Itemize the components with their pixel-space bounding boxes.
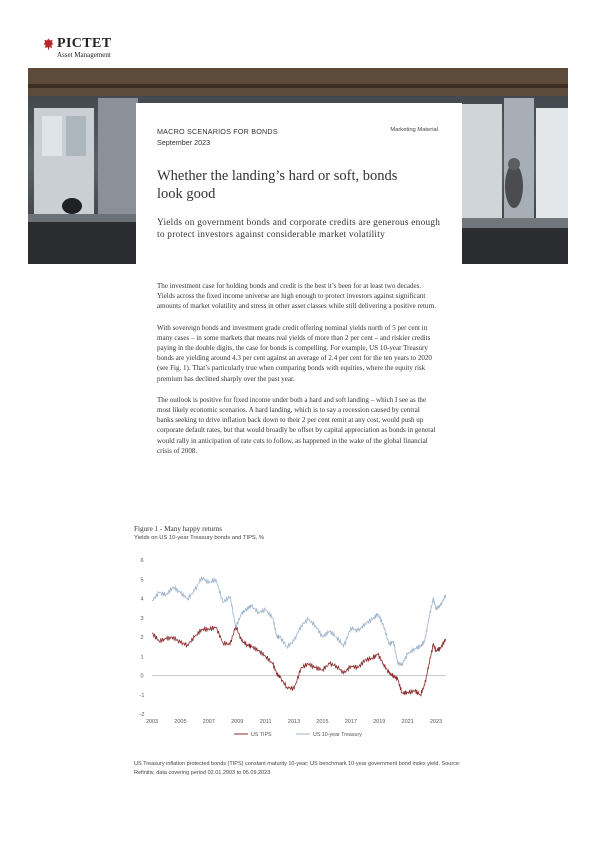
figure-subtitle: Yields on US 10-year Treasury bonds and TIPS, %: [134, 535, 265, 541]
page-title: Whether the landing’s hard or soft, bonds look good: [157, 168, 398, 202]
y-tick-label: 0: [140, 673, 144, 680]
marketing-label: Marketing Material: [390, 127, 438, 133]
page-subtitle: Yields on government bonds and corporate credits are generous enough to protect investors against considerable market volatility: [157, 218, 441, 240]
paragraph: The outlook is positive for fixed income under both a hard and soft landing – which I see as the most likely economic scenarios. A hard landing, which is to say a recession caused by central banks seeking to drive inflation back down to their 2 per cent remit at any cost, would push up corporate default rates, but that would broadly be offset by capital appreciation as bonds in general would rally in anticipation of rate cuts to follow, as happened in the wake of the global financial crisis of 2008.: [157, 395, 436, 455]
paragraph: The investment case for holding bonds and credit is the best it’s been for at least two decades. Yields across the fixed income universe are high enough to protect investors against significant amounts of market volatility and stress in other asset classes while still delivering a positive return.: [157, 282, 437, 311]
publication-date: September 2023: [157, 138, 211, 147]
pictet-emblem-icon: [43, 38, 54, 51]
y-tick-label: 3: [140, 615, 144, 622]
x-tick-label: 2021: [401, 719, 414, 725]
figure-title: Figure 1 - Many happy returns: [134, 525, 223, 533]
body-text: [157, 281, 437, 467]
x-tick-label: 2023: [429, 719, 443, 725]
x-tick-label: 2007: [202, 719, 215, 725]
figure-footnote: US Treasury inflation protected bonds (TIPS) constant maturity 10-year; US benchmark 10-year government bond index yield. Source: Refinitiv, data covering period 02.01.2003 to 05.09.2023: [134, 761, 461, 776]
x-tick-label: 2011: [259, 719, 272, 725]
legend-label: US 10-year Treasury: [313, 732, 362, 738]
line-chart: [134, 548, 460, 746]
legend-label: US TIPS: [251, 732, 272, 738]
x-tick-label: 2015: [316, 719, 329, 725]
x-tick-label: 2005: [174, 719, 187, 725]
y-tick-label: 2: [140, 635, 144, 641]
x-tick-label: 2017: [344, 719, 357, 725]
chart: [134, 548, 460, 746]
y-tick-label: 5: [140, 577, 144, 584]
brand-sub: Asset Management: [57, 51, 111, 59]
brand-name: PICTET: [57, 36, 112, 51]
series-line-tips: [152, 626, 446, 696]
y-tick-label: -1: [139, 692, 145, 699]
x-tick-label: 2003: [145, 719, 159, 725]
x-tick-label: 2019: [373, 719, 386, 725]
y-tick-label: 1: [140, 654, 144, 661]
x-tick-label: 2009: [231, 719, 244, 725]
y-tick-label: 6: [140, 558, 144, 564]
x-tick-label: 2013: [287, 719, 301, 725]
series-line-treasury: [152, 577, 446, 666]
y-tick-label: 4: [140, 596, 144, 603]
kicker: MACRO SCENARIOS FOR BONDS: [157, 127, 278, 136]
paragraph: With sovereign bonds and investment grade credit offering nominal yields north of 5 per cent in many cases – in some markets that means real yields of more than 2 per cent – and riskier credits paying in the double digits, the case for bonds is compelling. For example, US 10-year Treasury bonds are yielding around 4.3 per cent against an average of 2.4 per cent for the ten years to 2020 (see Fig. 1). That’s particularly true when comparing bonds with equities, where the equity risk premium has declined sharply over the past year.: [157, 323, 432, 383]
header-card: [136, 103, 462, 264]
y-tick-label: -2: [139, 712, 145, 718]
